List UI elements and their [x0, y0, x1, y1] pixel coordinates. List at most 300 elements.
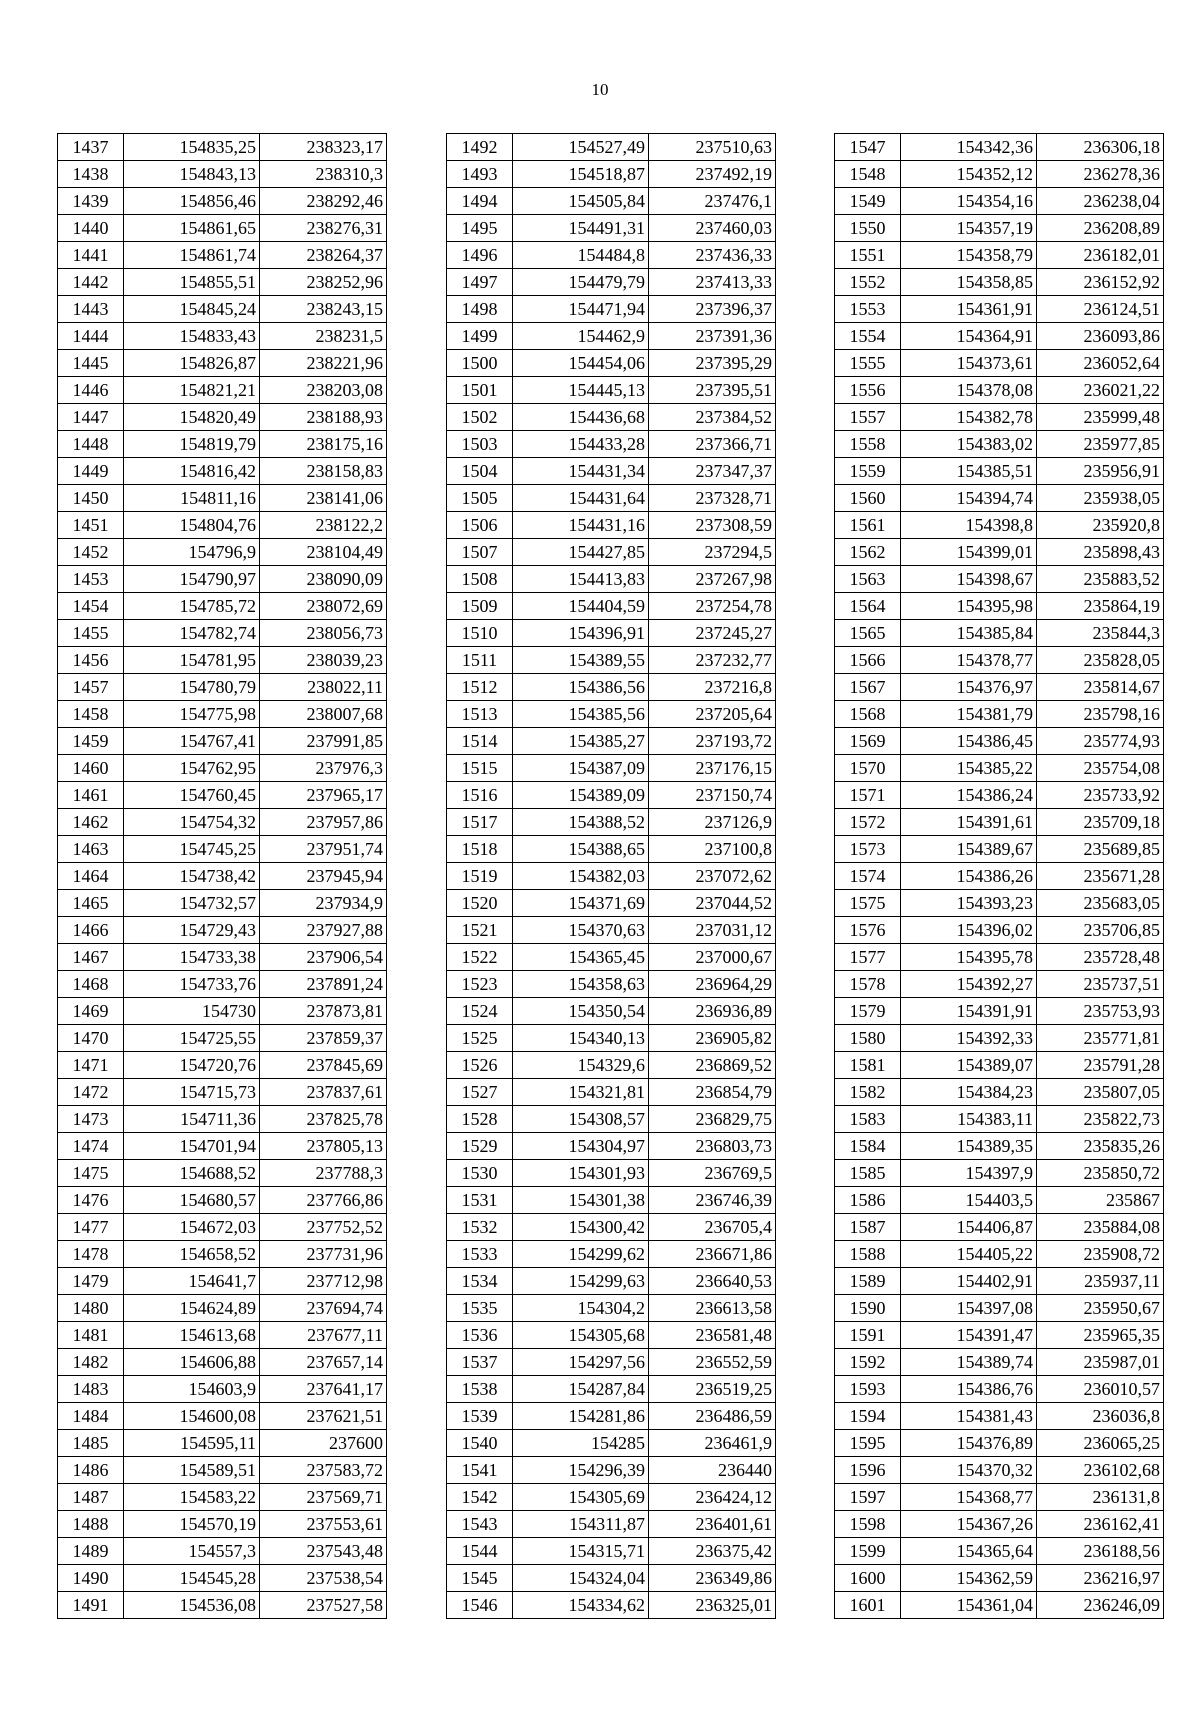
point-number-cell: 1553: [835, 296, 901, 323]
table-row: [58, 620, 387, 647]
table-row: [58, 1268, 387, 1295]
x-coordinate-cell: 154454,06: [513, 350, 649, 377]
table-row: [58, 1187, 387, 1214]
x-coordinate-cell: 154820,49: [124, 404, 260, 431]
point-number-cell: 1536: [447, 1322, 513, 1349]
table-row: [58, 1565, 387, 1592]
table-row: [58, 1592, 387, 1619]
table-row: [447, 1484, 776, 1511]
x-coordinate-cell: 154403,5: [901, 1187, 1037, 1214]
point-number-cell: 1569: [835, 728, 901, 755]
table-row: [835, 1538, 1164, 1565]
x-coordinate-cell: 154388,52: [513, 809, 649, 836]
table-row: [447, 1133, 776, 1160]
point-number-cell: 1594: [835, 1403, 901, 1430]
x-coordinate-cell: 154398,8: [901, 512, 1037, 539]
point-number-cell: 1544: [447, 1538, 513, 1565]
table-row: [447, 944, 776, 971]
point-number-cell: 1475: [58, 1160, 124, 1187]
point-number-cell: 1547: [835, 134, 901, 161]
point-number-cell: 1587: [835, 1214, 901, 1241]
y-coordinate-cell: 238141,06: [260, 485, 387, 512]
y-coordinate-cell: 236829,75: [649, 1106, 776, 1133]
x-coordinate-cell: 154816,42: [124, 458, 260, 485]
x-coordinate-cell: 154833,43: [124, 323, 260, 350]
x-coordinate-cell: 154340,13: [513, 1025, 649, 1052]
table-row: [447, 431, 776, 458]
y-coordinate-cell: 236052,64: [1037, 350, 1164, 377]
x-coordinate-cell: 154358,79: [901, 242, 1037, 269]
point-number-cell: 1591: [835, 1322, 901, 1349]
table-row: [447, 485, 776, 512]
x-coordinate-cell: 154285: [513, 1430, 649, 1457]
point-number-cell: 1495: [447, 215, 513, 242]
table-row: [835, 566, 1164, 593]
point-number-cell: 1457: [58, 674, 124, 701]
y-coordinate-cell: 237308,59: [649, 512, 776, 539]
y-coordinate-cell: 238175,16: [260, 431, 387, 458]
y-coordinate-cell: 235671,28: [1037, 863, 1164, 890]
coordinates-table-3: [834, 133, 1164, 1619]
x-coordinate-cell: 154385,27: [513, 728, 649, 755]
point-number-cell: 1484: [58, 1403, 124, 1430]
y-coordinate-cell: 238231,5: [260, 323, 387, 350]
point-number-cell: 1539: [447, 1403, 513, 1430]
point-number-cell: 1550: [835, 215, 901, 242]
table-row: [58, 539, 387, 566]
table-row: [835, 323, 1164, 350]
y-coordinate-cell: 235920,8: [1037, 512, 1164, 539]
y-coordinate-cell: 236613,58: [649, 1295, 776, 1322]
y-coordinate-cell: 235850,72: [1037, 1160, 1164, 1187]
point-number-cell: 1441: [58, 242, 124, 269]
table-row: [835, 1187, 1164, 1214]
point-number-cell: 1585: [835, 1160, 901, 1187]
point-number-cell: 1480: [58, 1295, 124, 1322]
point-number-cell: 1554: [835, 323, 901, 350]
point-number-cell: 1538: [447, 1376, 513, 1403]
table-row: [58, 782, 387, 809]
y-coordinate-cell: 237395,29: [649, 350, 776, 377]
point-number-cell: 1558: [835, 431, 901, 458]
page-number: 10: [591, 80, 609, 99]
x-coordinate-cell: 154431,64: [513, 485, 649, 512]
y-coordinate-cell: 237600: [260, 1430, 387, 1457]
table-row: [58, 944, 387, 971]
y-coordinate-cell: 237384,52: [649, 404, 776, 431]
y-coordinate-cell: 236278,36: [1037, 161, 1164, 188]
point-number-cell: 1563: [835, 566, 901, 593]
table-row: [447, 1592, 776, 1619]
table-row: [835, 647, 1164, 674]
x-coordinate-cell: 154505,84: [513, 188, 649, 215]
x-coordinate-cell: 154361,04: [901, 1592, 1037, 1619]
table-row: [835, 836, 1164, 863]
y-coordinate-cell: 235864,19: [1037, 593, 1164, 620]
point-number-cell: 1526: [447, 1052, 513, 1079]
table-row: [447, 647, 776, 674]
table-row: [58, 1376, 387, 1403]
point-number-cell: 1463: [58, 836, 124, 863]
y-coordinate-cell: 237906,54: [260, 944, 387, 971]
x-coordinate-cell: 154361,91: [901, 296, 1037, 323]
table-row: [58, 1079, 387, 1106]
point-number-cell: 1456: [58, 647, 124, 674]
y-coordinate-cell: 235709,18: [1037, 809, 1164, 836]
x-coordinate-cell: 154382,78: [901, 404, 1037, 431]
point-number-cell: 1556: [835, 377, 901, 404]
point-number-cell: 1446: [58, 377, 124, 404]
x-coordinate-cell: 154754,32: [124, 809, 260, 836]
point-number-cell: 1499: [447, 323, 513, 350]
y-coordinate-cell: 236216,97: [1037, 1565, 1164, 1592]
table-row: [835, 674, 1164, 701]
table-row: [58, 512, 387, 539]
table-row: [835, 863, 1164, 890]
y-coordinate-cell: 235828,05: [1037, 647, 1164, 674]
y-coordinate-cell: 238292,46: [260, 188, 387, 215]
x-coordinate-cell: 154462,9: [513, 323, 649, 350]
x-coordinate-cell: 154389,67: [901, 836, 1037, 863]
y-coordinate-cell: 236424,12: [649, 1484, 776, 1511]
table-row: [835, 485, 1164, 512]
x-coordinate-cell: 154804,76: [124, 512, 260, 539]
point-number-cell: 1537: [447, 1349, 513, 1376]
table-row: [835, 701, 1164, 728]
y-coordinate-cell: 237991,85: [260, 728, 387, 755]
y-coordinate-cell: 236124,51: [1037, 296, 1164, 323]
table-row: [447, 1430, 776, 1457]
y-coordinate-cell: 237000,67: [649, 944, 776, 971]
table-row: [447, 161, 776, 188]
x-coordinate-cell: 154861,74: [124, 242, 260, 269]
y-coordinate-cell: 236152,92: [1037, 269, 1164, 296]
point-number-cell: 1533: [447, 1241, 513, 1268]
x-coordinate-cell: 154491,31: [513, 215, 649, 242]
point-number-cell: 1534: [447, 1268, 513, 1295]
x-coordinate-cell: 154383,02: [901, 431, 1037, 458]
x-coordinate-cell: 154821,21: [124, 377, 260, 404]
point-number-cell: 1586: [835, 1187, 901, 1214]
x-coordinate-cell: 154762,95: [124, 755, 260, 782]
x-coordinate-cell: 154767,41: [124, 728, 260, 755]
y-coordinate-cell: 235737,51: [1037, 971, 1164, 998]
table-row: [447, 674, 776, 701]
y-coordinate-cell: 236486,59: [649, 1403, 776, 1430]
point-number-cell: 1525: [447, 1025, 513, 1052]
point-number-cell: 1589: [835, 1268, 901, 1295]
point-number-cell: 1513: [447, 701, 513, 728]
table-row: [58, 215, 387, 242]
point-number-cell: 1444: [58, 323, 124, 350]
table-row: [447, 1187, 776, 1214]
x-coordinate-cell: 154388,65: [513, 836, 649, 863]
y-coordinate-cell: 235733,92: [1037, 782, 1164, 809]
point-number-cell: 1515: [447, 755, 513, 782]
table-row: [835, 1349, 1164, 1376]
table-row: [835, 593, 1164, 620]
x-coordinate-cell: 154641,7: [124, 1268, 260, 1295]
x-coordinate-cell: 154334,62: [513, 1592, 649, 1619]
table-row: [835, 1511, 1164, 1538]
point-number-cell: 1470: [58, 1025, 124, 1052]
point-number-cell: 1477: [58, 1214, 124, 1241]
point-number-cell: 1455: [58, 620, 124, 647]
y-coordinate-cell: 237543,48: [260, 1538, 387, 1565]
x-coordinate-cell: 154855,51: [124, 269, 260, 296]
point-number-cell: 1574: [835, 863, 901, 890]
point-number-cell: 1473: [58, 1106, 124, 1133]
y-coordinate-cell: 238221,96: [260, 350, 387, 377]
table-row: [447, 188, 776, 215]
x-coordinate-cell: 154484,8: [513, 242, 649, 269]
point-number-cell: 1462: [58, 809, 124, 836]
y-coordinate-cell: 237712,98: [260, 1268, 387, 1295]
x-coordinate-cell: 154395,98: [901, 593, 1037, 620]
table-row: [835, 1079, 1164, 1106]
x-coordinate-cell: 154386,26: [901, 863, 1037, 890]
y-coordinate-cell: 236640,53: [649, 1268, 776, 1295]
point-number-cell: 1514: [447, 728, 513, 755]
point-number-cell: 1483: [58, 1376, 124, 1403]
point-number-cell: 1451: [58, 512, 124, 539]
x-coordinate-cell: 154393,23: [901, 890, 1037, 917]
y-coordinate-cell: 237150,74: [649, 782, 776, 809]
x-coordinate-cell: 154311,87: [513, 1511, 649, 1538]
y-coordinate-cell: 235938,05: [1037, 485, 1164, 512]
point-number-cell: 1472: [58, 1079, 124, 1106]
table-row: [835, 809, 1164, 836]
x-coordinate-cell: 154396,02: [901, 917, 1037, 944]
y-coordinate-cell: 236188,56: [1037, 1538, 1164, 1565]
point-number-cell: 1442: [58, 269, 124, 296]
x-coordinate-cell: 154385,84: [901, 620, 1037, 647]
y-coordinate-cell: 238022,11: [260, 674, 387, 701]
y-coordinate-cell: 236936,89: [649, 998, 776, 1025]
point-number-cell: 1595: [835, 1430, 901, 1457]
table-row: [447, 269, 776, 296]
point-number-cell: 1478: [58, 1241, 124, 1268]
x-coordinate-cell: 154371,69: [513, 890, 649, 917]
table-row: [58, 1133, 387, 1160]
y-coordinate-cell: 238276,31: [260, 215, 387, 242]
y-coordinate-cell: 235950,67: [1037, 1295, 1164, 1322]
table-row: [835, 1214, 1164, 1241]
point-number-cell: 1453: [58, 566, 124, 593]
point-number-cell: 1454: [58, 593, 124, 620]
y-coordinate-cell: 237492,19: [649, 161, 776, 188]
table-row: [447, 1295, 776, 1322]
y-coordinate-cell: 237752,52: [260, 1214, 387, 1241]
table-row: [58, 485, 387, 512]
y-coordinate-cell: 237366,71: [649, 431, 776, 458]
table-row: [835, 539, 1164, 566]
point-number-cell: 1490: [58, 1565, 124, 1592]
x-coordinate-cell: 154819,79: [124, 431, 260, 458]
table-row: [58, 1322, 387, 1349]
x-coordinate-cell: 154760,45: [124, 782, 260, 809]
table-row: [58, 728, 387, 755]
x-coordinate-cell: 154775,98: [124, 701, 260, 728]
y-coordinate-cell: 236581,48: [649, 1322, 776, 1349]
x-coordinate-cell: 154845,24: [124, 296, 260, 323]
table-row: [447, 917, 776, 944]
table-row: [447, 539, 776, 566]
y-coordinate-cell: 237788,3: [260, 1160, 387, 1187]
x-coordinate-cell: 154391,47: [901, 1322, 1037, 1349]
table-row: [58, 161, 387, 188]
table-row: [58, 917, 387, 944]
x-coordinate-cell: 154305,69: [513, 1484, 649, 1511]
point-number-cell: 1530: [447, 1160, 513, 1187]
y-coordinate-cell: 235999,48: [1037, 404, 1164, 431]
point-number-cell: 1458: [58, 701, 124, 728]
point-number-cell: 1549: [835, 188, 901, 215]
x-coordinate-cell: 154281,86: [513, 1403, 649, 1430]
y-coordinate-cell: 237976,3: [260, 755, 387, 782]
table-row: [447, 458, 776, 485]
point-number-cell: 1541: [447, 1457, 513, 1484]
table-row: [835, 1052, 1164, 1079]
point-number-cell: 1492: [447, 134, 513, 161]
table-row: [447, 323, 776, 350]
point-number-cell: 1506: [447, 512, 513, 539]
y-coordinate-cell: 238188,93: [260, 404, 387, 431]
point-number-cell: 1482: [58, 1349, 124, 1376]
table-row: [447, 1403, 776, 1430]
table-row: [447, 566, 776, 593]
table-row: [58, 269, 387, 296]
x-coordinate-cell: 154385,56: [513, 701, 649, 728]
y-coordinate-cell: 236803,73: [649, 1133, 776, 1160]
x-coordinate-cell: 154300,42: [513, 1214, 649, 1241]
y-coordinate-cell: 237413,33: [649, 269, 776, 296]
x-coordinate-cell: 154732,57: [124, 890, 260, 917]
y-coordinate-cell: 237694,74: [260, 1295, 387, 1322]
y-coordinate-cell: 236036,8: [1037, 1403, 1164, 1430]
y-coordinate-cell: 237859,37: [260, 1025, 387, 1052]
x-coordinate-cell: 154413,83: [513, 566, 649, 593]
y-coordinate-cell: 237510,63: [649, 134, 776, 161]
point-number-cell: 1450: [58, 485, 124, 512]
table-row: [835, 1430, 1164, 1457]
y-coordinate-cell: 235987,01: [1037, 1349, 1164, 1376]
table-row: [58, 647, 387, 674]
y-coordinate-cell: 237766,86: [260, 1187, 387, 1214]
y-coordinate-cell: 237294,5: [649, 539, 776, 566]
table-row: [447, 1160, 776, 1187]
table-row: [58, 1160, 387, 1187]
point-number-cell: 1517: [447, 809, 513, 836]
y-coordinate-cell: 236461,9: [649, 1430, 776, 1457]
point-number-cell: 1567: [835, 674, 901, 701]
x-coordinate-cell: 154301,38: [513, 1187, 649, 1214]
x-coordinate-cell: 154658,52: [124, 1241, 260, 1268]
x-coordinate-cell: 154329,6: [513, 1052, 649, 1079]
x-coordinate-cell: 154557,3: [124, 1538, 260, 1565]
table-row: [835, 1376, 1164, 1403]
y-coordinate-cell: 236349,86: [649, 1565, 776, 1592]
x-coordinate-cell: 154296,39: [513, 1457, 649, 1484]
x-coordinate-cell: 154354,16: [901, 188, 1037, 215]
x-coordinate-cell: 154352,12: [901, 161, 1037, 188]
point-number-cell: 1447: [58, 404, 124, 431]
x-coordinate-cell: 154600,08: [124, 1403, 260, 1430]
point-number-cell: 1501: [447, 377, 513, 404]
y-coordinate-cell: 237837,61: [260, 1079, 387, 1106]
point-number-cell: 1575: [835, 890, 901, 917]
x-coordinate-cell: 154305,68: [513, 1322, 649, 1349]
y-coordinate-cell: 238310,3: [260, 161, 387, 188]
x-coordinate-cell: 154397,9: [901, 1160, 1037, 1187]
table-row: [835, 215, 1164, 242]
coordinates-table-1: [57, 133, 387, 1619]
table-row: [835, 1457, 1164, 1484]
point-number-cell: 1445: [58, 350, 124, 377]
point-number-cell: 1509: [447, 593, 513, 620]
table-row: [447, 1349, 776, 1376]
point-number-cell: 1516: [447, 782, 513, 809]
x-coordinate-cell: 154835,25: [124, 134, 260, 161]
x-coordinate-cell: 154385,22: [901, 755, 1037, 782]
point-number-cell: 1505: [447, 485, 513, 512]
y-coordinate-cell: 238122,2: [260, 512, 387, 539]
table-row: [447, 782, 776, 809]
x-coordinate-cell: 154386,45: [901, 728, 1037, 755]
point-number-cell: 1601: [835, 1592, 901, 1619]
y-coordinate-cell: 236208,89: [1037, 215, 1164, 242]
point-number-cell: 1576: [835, 917, 901, 944]
y-coordinate-cell: 236746,39: [649, 1187, 776, 1214]
table-row: [835, 755, 1164, 782]
y-coordinate-cell: 236401,61: [649, 1511, 776, 1538]
point-number-cell: 1519: [447, 863, 513, 890]
x-coordinate-cell: 154796,9: [124, 539, 260, 566]
point-number-cell: 1488: [58, 1511, 124, 1538]
table-row: [835, 971, 1164, 998]
x-coordinate-cell: 154378,08: [901, 377, 1037, 404]
point-number-cell: 1497: [447, 269, 513, 296]
table-row: [58, 890, 387, 917]
x-coordinate-cell: 154384,23: [901, 1079, 1037, 1106]
point-number-cell: 1527: [447, 1079, 513, 1106]
table-row: [58, 296, 387, 323]
point-number-cell: 1524: [447, 998, 513, 1025]
x-coordinate-cell: 154780,79: [124, 674, 260, 701]
point-number-cell: 1561: [835, 512, 901, 539]
x-coordinate-cell: 154299,63: [513, 1268, 649, 1295]
y-coordinate-cell: 237126,9: [649, 809, 776, 836]
point-number-cell: 1503: [447, 431, 513, 458]
y-coordinate-cell: 237927,88: [260, 917, 387, 944]
table-row: [447, 809, 776, 836]
table-row: [447, 296, 776, 323]
y-coordinate-cell: 236375,42: [649, 1538, 776, 1565]
x-coordinate-cell: 154358,63: [513, 971, 649, 998]
point-number-cell: 1590: [835, 1295, 901, 1322]
table-row: [835, 242, 1164, 269]
x-coordinate-cell: 154389,07: [901, 1052, 1037, 1079]
y-coordinate-cell: 235937,11: [1037, 1268, 1164, 1295]
y-coordinate-cell: 238007,68: [260, 701, 387, 728]
table-row: [447, 404, 776, 431]
y-coordinate-cell: 237957,86: [260, 809, 387, 836]
y-coordinate-cell: 236246,09: [1037, 1592, 1164, 1619]
y-coordinate-cell: 237845,69: [260, 1052, 387, 1079]
x-coordinate-cell: 154782,74: [124, 620, 260, 647]
x-coordinate-cell: 154688,52: [124, 1160, 260, 1187]
point-number-cell: 1498: [447, 296, 513, 323]
